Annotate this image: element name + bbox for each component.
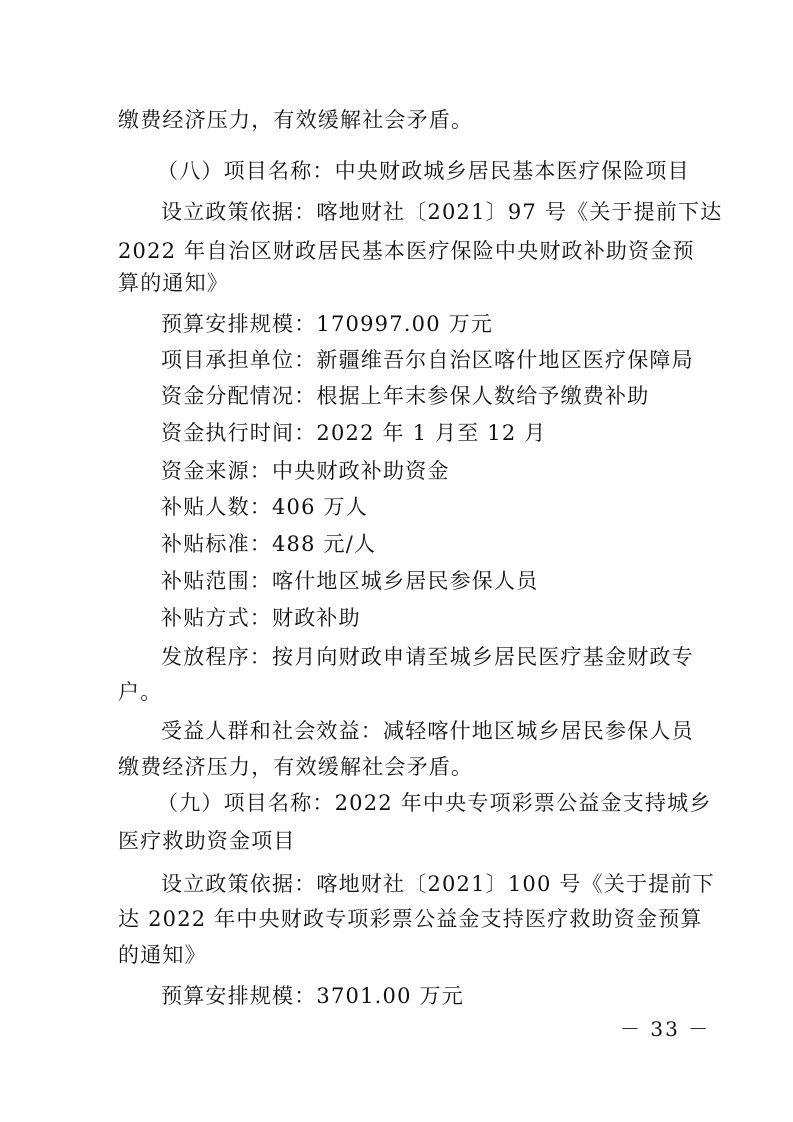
execution-time-line: 资金执行时间：2022 年 1 月至 12 月 — [161, 421, 547, 445]
paragraph-line: 缴费经济压力，有效缓解社会矛盾。 — [118, 108, 474, 132]
subsidy-count-line: 补贴人数：406 万人 — [161, 495, 368, 519]
paragraph-line: 算的通知》 — [118, 271, 229, 295]
paragraph-line: 设立政策依据：喀地财社〔2021〕100 号《关于提前下 — [161, 872, 715, 896]
allocation-line: 资金分配情况：根据上年末参保人数给予缴费补助 — [161, 384, 650, 408]
paragraph-line: 户。 — [118, 680, 163, 704]
budget-scale-line: 预算安排规模：170997.00 万元 — [161, 312, 494, 336]
paragraph-line: 医疗救助资金项目 — [118, 829, 296, 853]
paragraph-line: 设立政策依据：喀地财社〔2021〕97 号《关于提前下达 — [161, 200, 723, 224]
procedure-line: 发放程序：按月向财政申请至城乡居民医疗基金财政专 — [161, 645, 694, 669]
paragraph-line: 的通知》 — [118, 943, 207, 967]
subsidy-scope-line: 补贴范围：喀什地区城乡居民参保人员 — [161, 569, 539, 593]
budget-scale-line: 预算安排规模：3701.00 万元 — [161, 984, 464, 1008]
paragraph-line: 达 2022 年中央财政专项彩票公益金支持医疗救助资金预算 — [118, 907, 703, 931]
page-number: － 33 － — [620, 1017, 711, 1041]
section-heading-8: （八）项目名称：中央财政城乡居民基本医疗保险项目 — [157, 159, 690, 183]
subsidy-method-line: 补贴方式：财政补助 — [161, 606, 361, 630]
fund-source-line: 资金来源：中央财政补助资金 — [161, 459, 450, 483]
subsidy-standard-line: 补贴标准：488 元/人 — [161, 532, 377, 556]
beneficiary-line: 受益人群和社会效益：减轻喀什地区城乡居民参保人员 — [161, 719, 694, 743]
responsible-unit-line: 项目承担单位：新疆维吾尔自治区喀什地区医疗保障局 — [161, 348, 694, 372]
paragraph-line: 2022 年自治区财政居民基本医疗保险中央财政补助资金预 — [118, 239, 695, 263]
paragraph-line: 缴费经济压力，有效缓解社会矛盾。 — [118, 755, 474, 779]
section-heading-9: （九）项目名称：2022 年中央专项彩票公益金支持城乡 — [157, 791, 712, 815]
